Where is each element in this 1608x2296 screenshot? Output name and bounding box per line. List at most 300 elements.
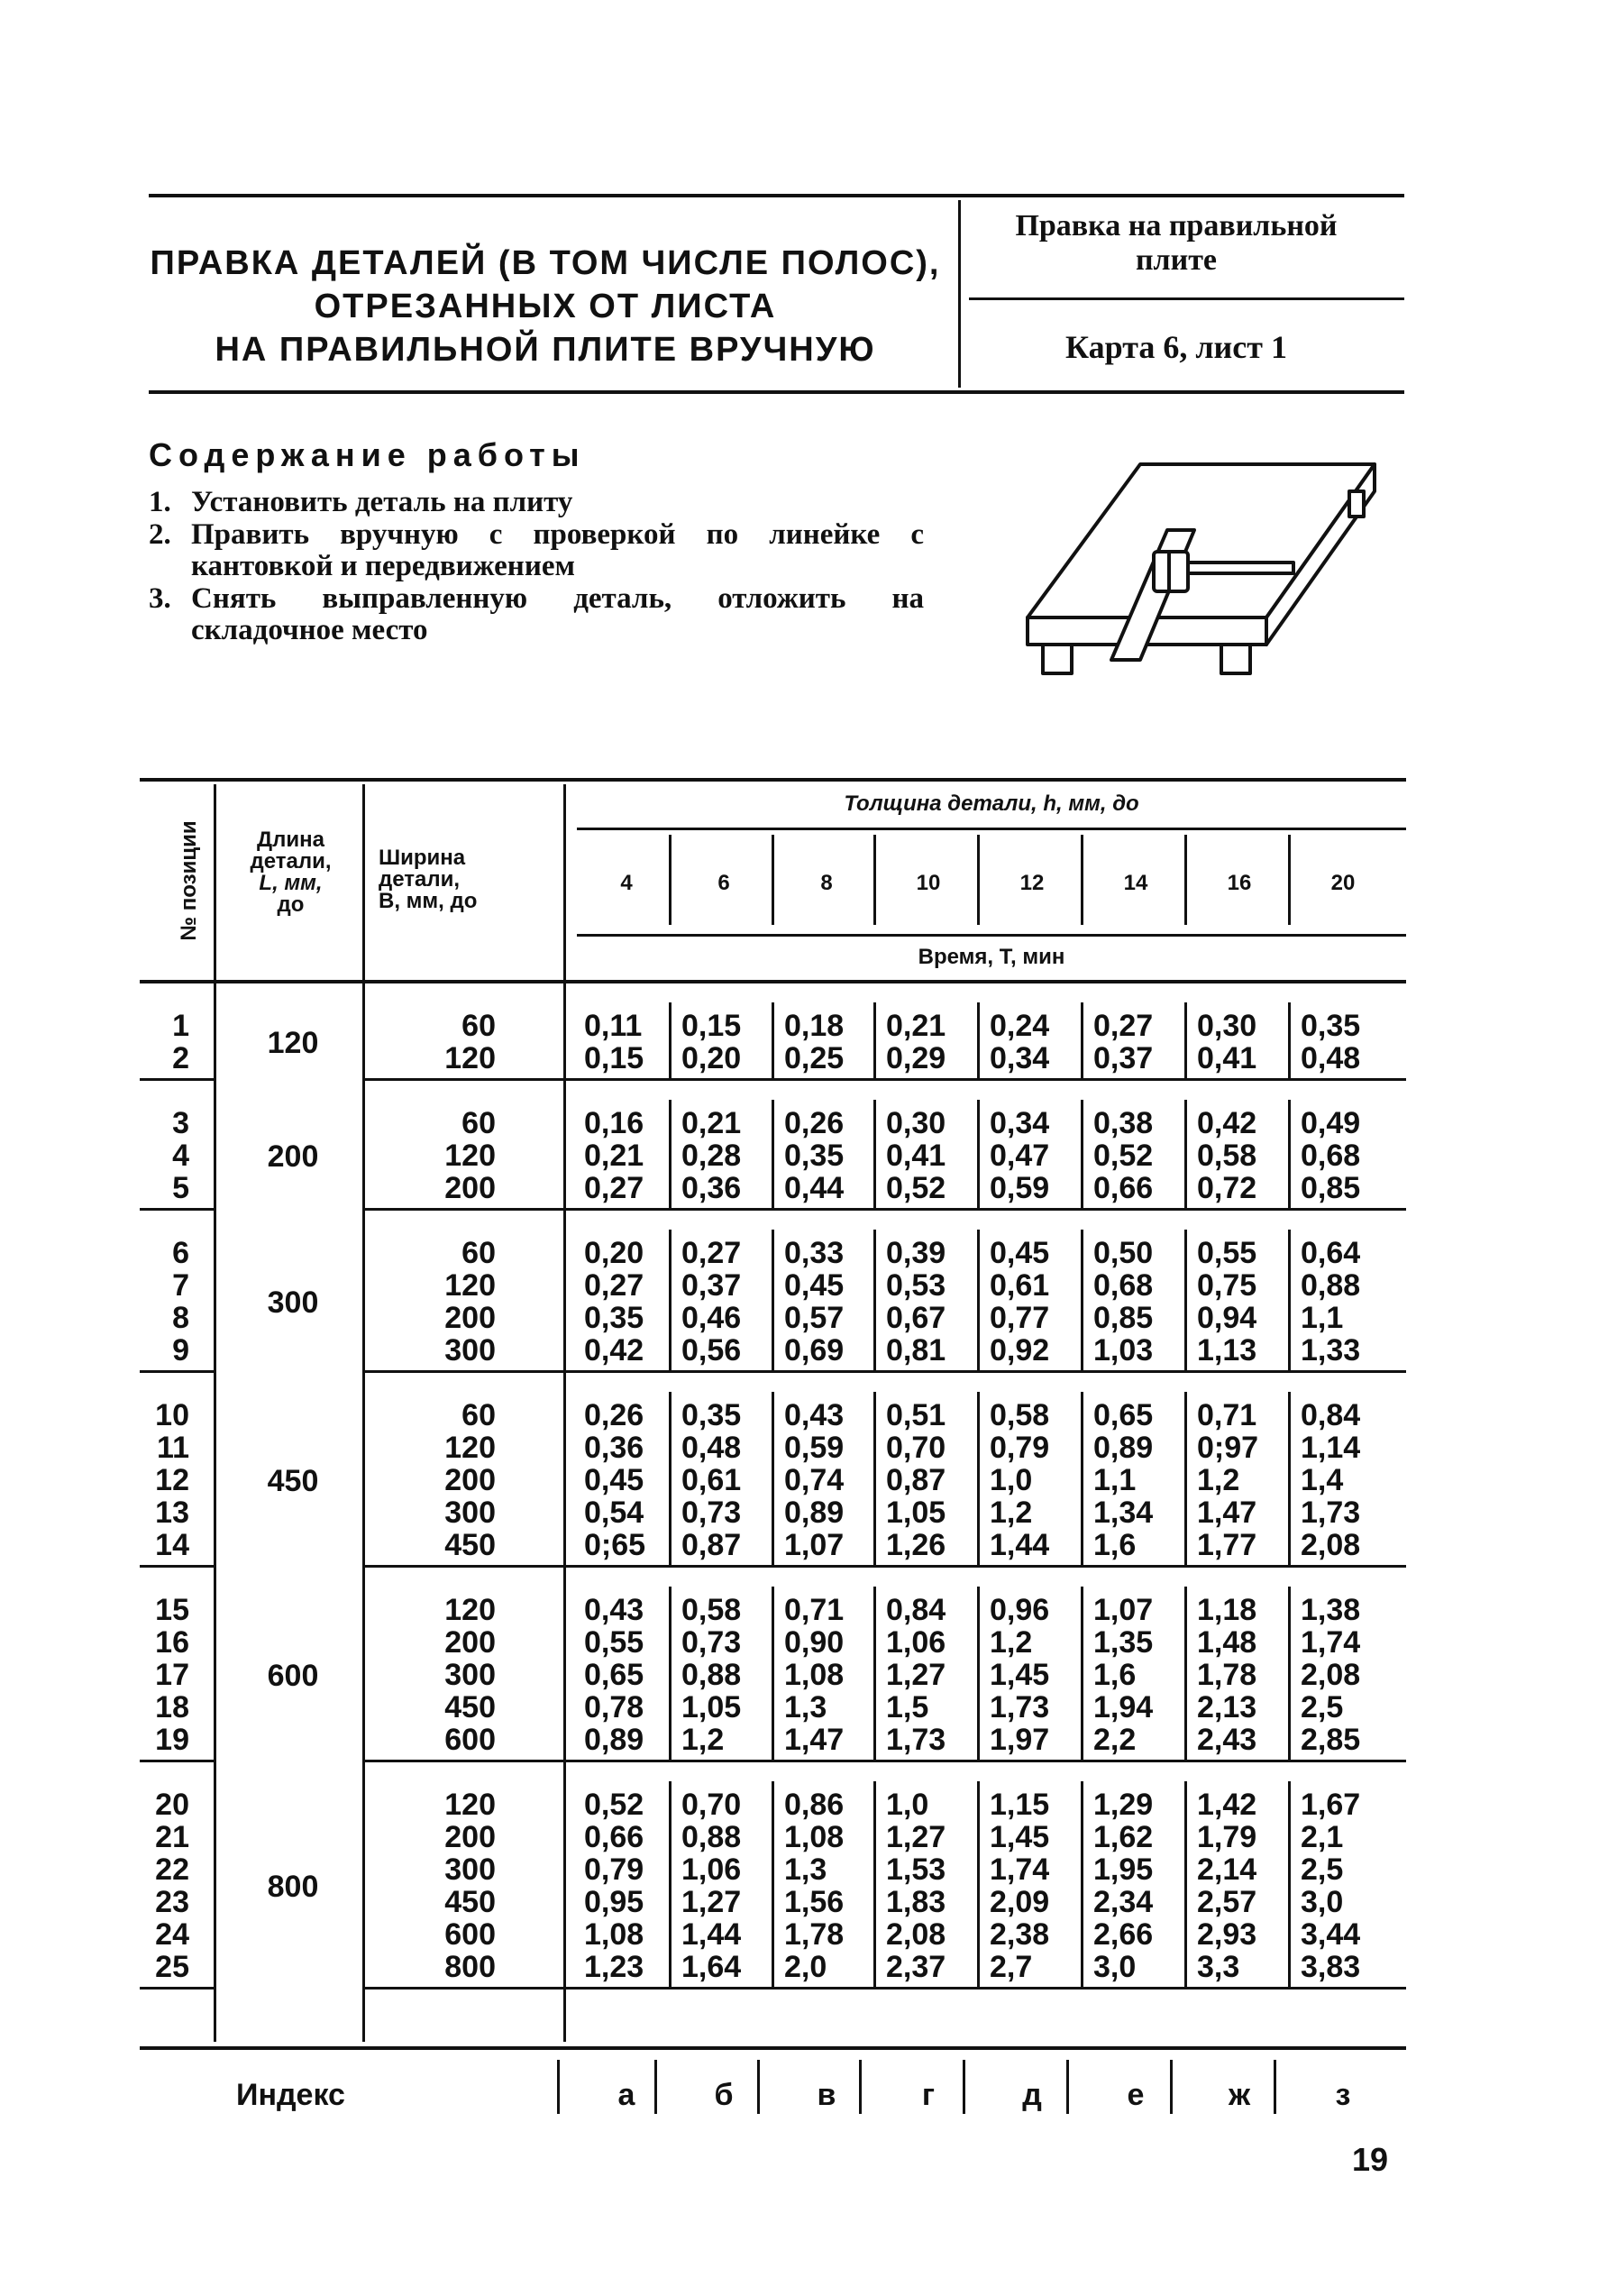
value-col-divider	[669, 1230, 672, 1370]
header-divider	[958, 200, 961, 388]
work-content-title: Содержание работы	[149, 436, 586, 473]
time-value: 0,27	[681, 1236, 742, 1270]
width-value: 60	[461, 1106, 496, 1140]
position-number: 8	[172, 1301, 189, 1335]
header-right-divider	[969, 297, 1404, 300]
length-value: 200	[267, 1139, 319, 1174]
time-value: 0,38	[1093, 1106, 1154, 1140]
time-subrule	[577, 934, 1406, 937]
value-col-divider	[1081, 1781, 1083, 1987]
time-value: 0,16	[584, 1106, 644, 1140]
width-value: 200	[444, 1301, 496, 1335]
index-col-divider	[1170, 2060, 1173, 2114]
time-value: 0,27	[584, 1268, 644, 1303]
time-value: 0,73	[681, 1496, 742, 1530]
position-number: 6	[172, 1236, 189, 1270]
time-value: 0,68	[1093, 1268, 1154, 1303]
width-value: 450	[444, 1528, 496, 1562]
thickness-value: 12	[1019, 871, 1045, 895]
value-col-divider	[873, 1100, 876, 1208]
value-col-divider	[977, 1587, 980, 1760]
value-col-divider	[1288, 1100, 1291, 1208]
time-value: 0,52	[1093, 1139, 1154, 1173]
group-rule	[140, 1208, 214, 1211]
value-col-divider	[977, 1002, 980, 1078]
width-value: 60	[461, 1236, 496, 1270]
time-value: 1,29	[1093, 1788, 1154, 1822]
time-value: 2,08	[886, 1917, 946, 1952]
time-value: 1,48	[1197, 1625, 1257, 1660]
time-value: 0,89	[1093, 1431, 1154, 1465]
time-value: 2,43	[1197, 1723, 1257, 1757]
time-value: 1,4	[1301, 1463, 1344, 1497]
index-col-divider	[654, 2060, 657, 2114]
time-value: 0,20	[681, 1041, 742, 1075]
thickness-value: 8	[820, 871, 833, 895]
time-value: 0,88	[1301, 1268, 1361, 1303]
time-value: 1,23	[584, 1950, 644, 1984]
time-value: 1,33	[1301, 1333, 1361, 1368]
time-value: 0,15	[584, 1041, 644, 1075]
thickness-value: 20	[1330, 871, 1356, 895]
position-number: 16	[155, 1625, 189, 1660]
time-value: 2,2	[1093, 1723, 1137, 1757]
time-value: 0,47	[990, 1139, 1050, 1173]
card-reference: Карта 6, лист 1	[1065, 329, 1287, 365]
position-number: 21	[155, 1820, 189, 1854]
width-value: 300	[444, 1658, 496, 1692]
time-value: 0,96	[990, 1593, 1050, 1627]
value-col-divider	[873, 1781, 876, 1987]
time-value: 1,67	[1301, 1788, 1361, 1822]
time-value: 1,13	[1197, 1333, 1257, 1368]
time-value: 1,78	[1197, 1658, 1257, 1692]
value-col-divider	[1288, 1002, 1291, 1078]
time-value: 1,6	[1093, 1658, 1137, 1692]
position-number: 17	[155, 1658, 189, 1692]
time-value: 3,44	[1301, 1917, 1361, 1952]
time-value: 0,30	[1197, 1009, 1257, 1043]
time-value: 1,3	[784, 1690, 827, 1724]
position-number: 10	[155, 1398, 189, 1432]
time-value: 1,6	[1093, 1528, 1137, 1562]
value-col-divider	[873, 1587, 876, 1760]
time-value: 0,21	[681, 1106, 742, 1140]
time-value: 0,73	[681, 1625, 742, 1660]
index-col-divider	[963, 2060, 965, 2114]
time-value: 3,3	[1197, 1950, 1240, 1984]
value-col-divider	[772, 1230, 774, 1370]
time-value: 2,5	[1301, 1852, 1344, 1887]
time-value: 0,27	[1093, 1009, 1154, 1043]
width-value: 120	[444, 1268, 496, 1303]
position-number: 11	[157, 1431, 189, 1465]
time-value: 0,86	[784, 1788, 845, 1822]
time-value: 1,2	[990, 1625, 1033, 1660]
time-value: 0,65	[584, 1658, 644, 1692]
index-letter: ж	[1228, 2078, 1251, 2112]
time-value: 1,97	[990, 1723, 1050, 1757]
value-col-divider	[873, 1392, 876, 1565]
value-col-divider	[1081, 1002, 1083, 1078]
time-value: 3,0	[1301, 1885, 1344, 1919]
thickness-col-divider	[977, 835, 980, 925]
group-rule	[365, 1208, 1406, 1211]
value-col-divider	[669, 1002, 672, 1078]
time-value: 1,53	[886, 1852, 946, 1887]
time-value: 0,26	[584, 1398, 644, 1432]
time-value: 2,93	[1197, 1917, 1257, 1952]
time-value: 1,06	[681, 1852, 742, 1887]
time-value: 1,27	[681, 1885, 742, 1919]
time-value: 0,66	[584, 1820, 644, 1854]
group-rule	[140, 1370, 214, 1373]
time-value: 0,35	[584, 1301, 644, 1335]
time-value: 0,42	[584, 1333, 644, 1368]
straightening-plate-illustration	[1014, 451, 1393, 694]
time-value: 1,08	[784, 1820, 845, 1854]
time-value: 1,42	[1197, 1788, 1257, 1822]
value-col-divider	[772, 1781, 774, 1987]
time-value: 1,47	[1197, 1496, 1257, 1530]
operation-name	[973, 209, 1379, 278]
thickness-value: 6	[717, 871, 730, 895]
time-value: 1,18	[1197, 1593, 1257, 1627]
length-value: 800	[267, 1870, 319, 1904]
page-title-line: ПРАВКА ДЕТАЛЕЙ (В ТОМ ЧИСЛЕ ПОЛОС),	[150, 244, 941, 282]
time-value: 1,73	[990, 1690, 1050, 1724]
time-value: 0,35	[1301, 1009, 1361, 1043]
value-col-divider	[669, 1392, 672, 1565]
time-value: 0,67	[886, 1301, 946, 1335]
thickness-header: Толщина детали, h, мм, до	[844, 791, 1139, 816]
time-value: 0,48	[681, 1431, 742, 1465]
position-number: 7	[172, 1268, 189, 1303]
time-value: 0,43	[584, 1593, 644, 1627]
work-steps	[149, 487, 924, 647]
width-value: 200	[444, 1171, 496, 1205]
time-value: 0,34	[990, 1041, 1050, 1075]
group-rule	[365, 1078, 1406, 1081]
page-number: 19	[1352, 2141, 1389, 2178]
index-letter: б	[714, 2078, 734, 2112]
time-value: 1,27	[886, 1820, 946, 1854]
time-value: 1,05	[681, 1690, 742, 1724]
width-value: 120	[444, 1593, 496, 1627]
value-col-divider	[772, 1002, 774, 1078]
time-value: 0,30	[886, 1106, 946, 1140]
index-letter: в	[817, 2078, 836, 2112]
thickness-col-divider	[1081, 835, 1083, 925]
group-rule	[140, 1987, 214, 1990]
position-number: 4	[172, 1139, 189, 1173]
time-value: 0,48	[1301, 1041, 1361, 1075]
value-col-divider	[1184, 1587, 1187, 1760]
group-rule	[365, 1565, 1406, 1568]
time-value: 0,20	[584, 1236, 644, 1270]
time-value: 0,70	[886, 1431, 946, 1465]
group-rule	[140, 1565, 214, 1568]
col-header-length-line: детали,	[250, 849, 332, 874]
time-value: 0,36	[681, 1171, 742, 1205]
index-label: Индекс	[236, 2078, 345, 2112]
time-value: 0,74	[784, 1463, 845, 1497]
time-value: 0,52	[886, 1171, 946, 1205]
time-value: 0,21	[584, 1139, 644, 1173]
time-value: 0,55	[584, 1625, 644, 1660]
time-value: 0,61	[681, 1463, 742, 1497]
time-value: 0,69	[784, 1333, 845, 1368]
time-value: 0,41	[886, 1139, 946, 1173]
time-value: 1,78	[784, 1917, 845, 1952]
table-top-rule	[140, 778, 1406, 782]
thickness-col-divider	[1288, 835, 1291, 925]
time-value: 2,14	[1197, 1852, 1257, 1887]
col-divider-length	[362, 784, 365, 2042]
time-value: 2,37	[886, 1950, 946, 1984]
length-value: 600	[267, 1659, 319, 1693]
time-value: 0,35	[681, 1398, 742, 1432]
width-value: 800	[444, 1950, 496, 1984]
width-value: 120	[444, 1041, 496, 1075]
time-value: 1,08	[784, 1658, 845, 1692]
width-value: 450	[444, 1885, 496, 1919]
col-header-width	[379, 847, 559, 912]
width-value: 120	[444, 1431, 496, 1465]
time-value: 1,15	[990, 1788, 1050, 1822]
time-value: 0,71	[784, 1593, 845, 1627]
time-value: 0,88	[681, 1820, 742, 1854]
col-divider-width	[563, 784, 566, 2042]
value-col-divider	[977, 1392, 980, 1565]
position-number: 13	[155, 1496, 189, 1530]
time-value: 2,5	[1301, 1690, 1344, 1724]
time-value: 1,45	[990, 1658, 1050, 1692]
time-value: 1,2	[1197, 1463, 1240, 1497]
time-value: 1,83	[886, 1885, 946, 1919]
time-value: 1,06	[886, 1625, 946, 1660]
time-value: 0,27	[584, 1171, 644, 1205]
time-value: 0,24	[990, 1009, 1050, 1043]
position-number: 5	[172, 1171, 189, 1205]
time-value: 1,62	[1093, 1820, 1154, 1854]
index-col-divider	[557, 2060, 560, 2114]
value-col-divider	[669, 1587, 672, 1760]
col-header-position: № позиции	[177, 820, 201, 941]
step-number: 3.	[149, 582, 171, 615]
time-value: 0,35	[784, 1139, 845, 1173]
group-rule	[365, 1370, 1406, 1373]
time-value: 1,79	[1197, 1820, 1257, 1854]
index-col-divider	[1066, 2060, 1069, 2114]
col-header-length-line: L, мм,	[259, 871, 323, 895]
index-letter: з	[1335, 2078, 1351, 2112]
time-value: 0,26	[784, 1106, 845, 1140]
time-value: 1,0	[990, 1463, 1033, 1497]
work-step	[149, 583, 924, 646]
time-value: 3,0	[1093, 1950, 1137, 1984]
time-value: 0,58	[681, 1593, 742, 1627]
time-value: 1,47	[784, 1723, 845, 1757]
time-value: 0,41	[1197, 1041, 1257, 1075]
width-value: 200	[444, 1820, 496, 1854]
hammer-handle	[1181, 563, 1293, 573]
time-value: 1,0	[886, 1788, 929, 1822]
time-value: 2,08	[1301, 1528, 1361, 1562]
value-col-divider	[772, 1100, 774, 1208]
time-value: 0,51	[886, 1398, 946, 1432]
value-col-divider	[873, 1002, 876, 1078]
time-value: 0,84	[886, 1593, 946, 1627]
time-value: 2,13	[1197, 1690, 1257, 1724]
index-col-divider	[757, 2060, 760, 2114]
time-value: 2,38	[990, 1917, 1050, 1952]
thickness-value: 16	[1227, 871, 1252, 895]
value-col-divider	[1081, 1230, 1083, 1370]
position-number: 1	[172, 1009, 189, 1043]
time-value: 0,28	[681, 1139, 742, 1173]
index-col-divider	[859, 2060, 862, 2114]
width-value: 300	[444, 1333, 496, 1368]
time-value: 1,26	[886, 1528, 946, 1562]
value-col-divider	[1184, 1392, 1187, 1565]
time-value: 0,61	[990, 1268, 1050, 1303]
time-value: 1,27	[886, 1658, 946, 1692]
col-header-width-line: детали,	[379, 867, 461, 892]
time-value: 0,71	[1197, 1398, 1257, 1432]
time-value: 0,75	[1197, 1268, 1257, 1303]
step-text: Править вручную с проверкой по линейке с кантовкой и передвижением	[191, 518, 924, 582]
value-col-divider	[1288, 1781, 1291, 1987]
value-col-divider	[1184, 1230, 1187, 1370]
time-value: 0,53	[886, 1268, 946, 1303]
time-value: 1,14	[1301, 1431, 1361, 1465]
work-step	[149, 487, 924, 518]
time-value: 0,57	[784, 1301, 845, 1335]
value-col-divider	[1288, 1230, 1291, 1370]
value-col-divider	[772, 1392, 774, 1565]
time-value: 0,68	[1301, 1139, 1361, 1173]
step-number: 2.	[149, 518, 171, 551]
thickness-value: 4	[620, 871, 633, 895]
time-value: 1,03	[1093, 1333, 1154, 1368]
value-col-divider	[669, 1100, 672, 1208]
time-value: 0,42	[1197, 1106, 1257, 1140]
time-value: 0,92	[990, 1333, 1050, 1368]
time-value: 2,7	[990, 1950, 1033, 1984]
time-value: 0,11	[584, 1009, 643, 1043]
value-col-divider	[669, 1781, 672, 1987]
step-number: 1.	[149, 486, 171, 518]
index-letter: е	[1127, 2078, 1145, 2112]
time-value: 0,39	[886, 1236, 946, 1270]
value-col-divider	[1081, 1392, 1083, 1565]
time-value: 0,89	[784, 1496, 845, 1530]
time-value: 0,89	[584, 1723, 644, 1757]
time-value: 1,5	[886, 1690, 929, 1724]
time-value: 0,52	[584, 1788, 644, 1822]
width-value: 200	[444, 1625, 496, 1660]
time-value: 2,08	[1301, 1658, 1361, 1692]
time-value: 1,77	[1197, 1528, 1257, 1562]
index-col-divider	[1274, 2060, 1276, 2114]
value-col-divider	[1288, 1587, 1291, 1760]
thickness-value: 10	[916, 871, 941, 895]
time-value: 1,35	[1093, 1625, 1154, 1660]
time-value: 0,15	[681, 1009, 742, 1043]
time-value: 2,85	[1301, 1723, 1361, 1757]
time-header: Время, Т, мин	[918, 945, 1065, 969]
position-number: 25	[155, 1950, 189, 1984]
thickness-value: 14	[1123, 871, 1148, 895]
time-value: 0,70	[681, 1788, 742, 1822]
time-value: 1,38	[1301, 1593, 1361, 1627]
time-value: 0,66	[1093, 1171, 1154, 1205]
time-value: 1,1	[1301, 1301, 1344, 1335]
width-value: 450	[444, 1690, 496, 1724]
time-value: 1,1	[1093, 1463, 1137, 1497]
time-value: 1,44	[990, 1528, 1050, 1562]
time-value: 0,87	[681, 1528, 742, 1562]
value-col-divider	[873, 1230, 876, 1370]
col-header-length-line: Длина	[257, 828, 324, 852]
time-value: 0,33	[784, 1236, 845, 1270]
width-value: 60	[461, 1398, 496, 1432]
time-value: 0,36	[584, 1431, 644, 1465]
step-text: Снять выправленную деталь, отложить на складочное место	[191, 582, 924, 646]
time-value: 1,07	[784, 1528, 845, 1562]
index-letter: а	[617, 2078, 635, 2112]
thickness-col-divider	[669, 835, 672, 925]
value-col-divider	[1184, 1100, 1187, 1208]
time-value: 1,44	[681, 1917, 742, 1952]
group-rule	[140, 1760, 214, 1762]
time-value: 0,72	[1197, 1171, 1257, 1205]
position-number: 9	[172, 1333, 189, 1368]
group-rule	[365, 1760, 1406, 1762]
time-value: 0,58	[990, 1398, 1050, 1432]
work-step	[149, 519, 924, 582]
col-header-length	[225, 829, 356, 916]
position-number: 18	[155, 1690, 189, 1724]
time-value: 1,34	[1093, 1496, 1154, 1530]
value-col-divider	[1184, 1002, 1187, 1078]
time-value: 2,57	[1197, 1885, 1257, 1919]
time-value: 0,85	[1301, 1171, 1361, 1205]
value-col-divider	[1081, 1587, 1083, 1760]
header-top-rule	[149, 194, 1404, 197]
header-bottom-rule	[149, 390, 1404, 394]
index-letter: д	[1022, 2078, 1042, 2112]
value-col-divider	[1081, 1100, 1083, 1208]
time-value: 1,74	[990, 1852, 1050, 1887]
time-value: 0,59	[990, 1171, 1050, 1205]
time-value: 0,88	[681, 1658, 742, 1692]
width-value: 300	[444, 1852, 496, 1887]
width-value: 120	[444, 1788, 496, 1822]
thickness-col-divider	[772, 835, 774, 925]
width-value: 600	[444, 1917, 496, 1952]
position-number: 22	[155, 1852, 189, 1887]
time-value: 0,58	[1197, 1139, 1257, 1173]
time-value: 0,25	[784, 1041, 845, 1075]
width-value: 120	[444, 1139, 496, 1173]
leg-front-left	[1043, 645, 1072, 673]
length-value: 450	[267, 1464, 319, 1498]
time-value: 2,1	[1301, 1820, 1344, 1854]
time-value: 1,56	[784, 1885, 845, 1919]
time-value: 2,0	[784, 1950, 827, 1984]
